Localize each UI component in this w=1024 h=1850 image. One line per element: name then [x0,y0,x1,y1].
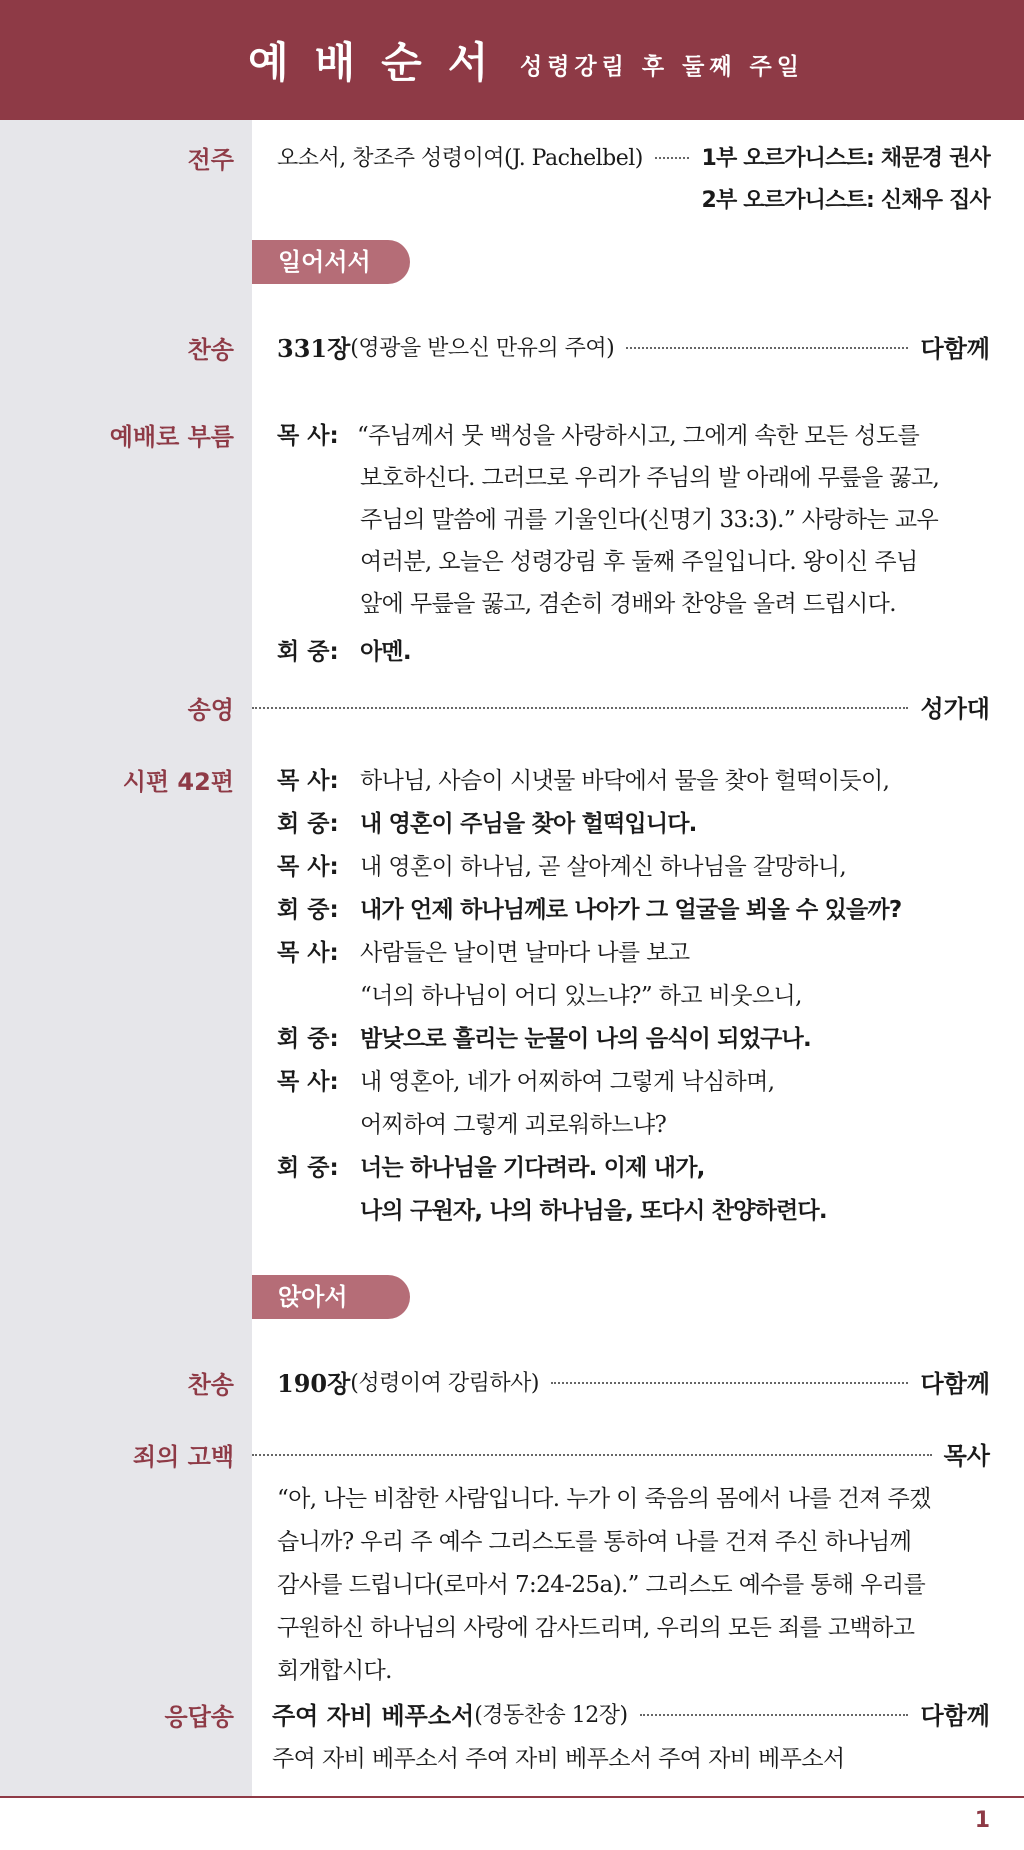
psalm-line: 사람들은 날이면 날마다 나를 보고 [360,940,690,966]
doxology-by: 성가대 [920,694,990,723]
confession-row [252,1435,990,1471]
call-line-3: 주님의 말씀에 귀를 기울인다(신명기 33:3).” 사랑하는 교우 [360,507,939,533]
dot-leader [655,157,690,159]
hymn1-number: 331장 [277,333,351,363]
hymn2-row [277,1363,990,1399]
call-congregation-line: 아멘. [360,639,411,665]
dot-leader [640,1714,909,1716]
call-congregation-tag: 회 중: [277,639,339,665]
prelude-organist-1: 1부 오르가니스트: 채문경 권사 [701,145,990,171]
page-number: 1 [974,1808,990,1833]
dot-leader [551,1382,908,1384]
hymn2-number: 190장 [277,1368,351,1398]
psalm-line: 어찌하여 그렇게 괴로워하느냐? [360,1112,667,1138]
psalm-speaker: 목 사: [277,1069,339,1095]
response-title: 주여 자비 베푸소서 [272,1701,475,1730]
psalm-speaker: 목 사: [277,854,339,880]
sit-pill: 앉아서 [252,1275,410,1319]
psalm-line: 하나님, 사슴이 시냇물 바닥에서 물을 찾아 헐떡이듯이, [360,768,890,794]
psalm-line: 나의 구원자, 나의 하나님을, 또다시 찬양하련다. [360,1198,827,1224]
psalm-line: 밤낮으로 흘리는 눈물이 나의 음식이 되었구나. [360,1026,811,1052]
footer-divider [0,1796,1024,1798]
confession-line: “아, 나는 비참한 사람입니다. 누가 이 죽음의 몸에서 나를 건져 주겠 [277,1486,931,1512]
confession-line: 회개합시다. [277,1658,392,1684]
confession-line: 구원하신 하나님의 사랑에 감사드리며, 우리의 모든 죄를 고백하고 [277,1615,915,1641]
psalm-line: “너의 하나님이 어디 있느냐?” 하고 비웃으니, [360,983,802,1009]
response-lyrics: 주여 자비 베푸소서 주여 자비 베푸소서 주여 자비 베푸소서 [272,1746,845,1772]
call-label: 예배로 부름 [109,423,234,451]
psalm-line: 내가 언제 하나님께로 나아가 그 얼굴을 뵈올 수 있을까? [360,897,902,923]
dot-leader [252,1454,932,1456]
stand-pill: 일어서서 [252,240,410,284]
hymn1-title: (영광을 받으신 만유의 주여) [350,335,615,361]
psalm-speaker: 회 중: [277,897,339,923]
psalm-speaker: 회 중: [277,1155,339,1181]
prelude-organist-2: 2부 오르가니스트: 신채우 집사 [701,187,990,213]
call-line-5: 앞에 무릎을 꿇고, 겸손히 경배와 찬양을 올려 드립시다. [360,591,896,617]
call-line-2: 보호하신다. 그러므로 우리가 주님의 발 아래에 무릎을 꿇고, [360,465,940,491]
response-source: (경동찬송 12장) [474,1702,628,1728]
hymn2-title: (성령이여 강림하사) [350,1370,539,1396]
prelude-label: 전주 [187,146,234,174]
doxology-row [252,688,990,724]
psalm-line: 내 영혼이 주님을 찾아 헐떡입니다. [360,811,697,837]
confession-by: 목사 [943,1441,990,1470]
psalm-speaker: 회 중: [277,811,339,837]
hymn1-label: 찬송 [187,336,234,364]
doxology-label: 송영 [187,696,234,724]
label-column [0,120,252,1796]
psalm-speaker: 목 사: [277,768,339,794]
dot-leader [252,707,908,709]
psalm-line: 내 영혼이 하나님, 곧 살아계신 하나님을 갈망하니, [360,854,847,880]
psalm-speaker: 회 중: [277,1026,339,1052]
confession-line: 습니까? 우리 주 예수 그리스도를 통하여 나를 건져 주신 하나님께 [277,1529,912,1555]
page-title: 예배순서 [248,38,515,87]
dot-leader [626,347,908,349]
hymn1-row [277,328,990,364]
response-label: 응답송 [164,1703,234,1731]
psalm-line: 너는 하나님을 기다려라. 이제 내가, [360,1155,705,1181]
response-by: 다함께 [920,1701,990,1730]
hymn2-label: 찬송 [187,1371,234,1399]
header-bar [0,0,1024,120]
prelude-piece: 오소서, 창조주 성령이여(J. Pachelbel) [277,145,643,171]
call-line-4: 여러분, 오늘은 성령강림 후 둘째 주일입니다. 왕이신 주님 [360,549,918,575]
confession-line: 감사를 드립니다(로마서 7:24-25a).” 그리스도 예수를 통해 우리를 [277,1572,926,1598]
prelude-row-2 [277,180,990,216]
psalm-label: 시편 42편 [122,768,234,796]
confession-label: 죄의 고백 [132,1443,234,1471]
hymn2-by: 다함께 [920,1369,990,1398]
call-pastor-tag: 목 사: [277,423,339,449]
prelude-row [277,138,990,174]
psalm-speaker: 목 사: [277,940,339,966]
response-row [272,1695,990,1731]
call-line-1: “주님께서 뭇 백성을 사랑하시고, 그에게 속한 모든 성도를 [357,423,920,449]
psalm-line: 내 영혼아, 네가 어찌하여 그렇게 낙심하며, [360,1069,775,1095]
hymn1-by: 다함께 [920,334,990,363]
page-subtitle: 성령강림 후 둘째 주일 [520,54,804,80]
